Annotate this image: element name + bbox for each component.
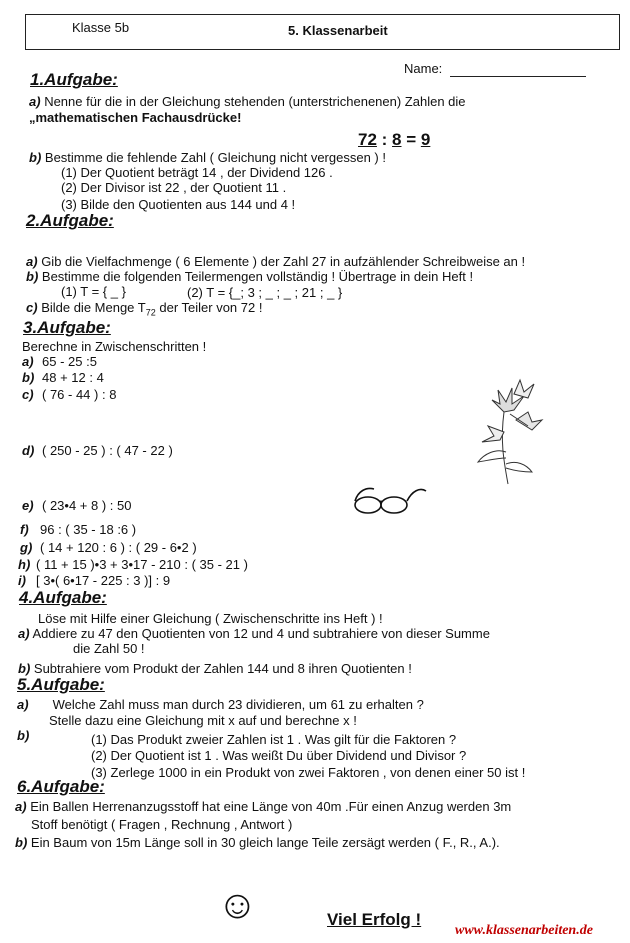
task3-item (18, 557, 248, 572)
eq-quotient: 9 (420, 130, 431, 149)
task1-b (29, 150, 386, 165)
task3-item (18, 573, 170, 588)
task2-a (26, 254, 525, 269)
item-label: a) (17, 697, 29, 712)
item-label: a) (29, 94, 41, 109)
class-label: Klasse 5b (72, 20, 130, 35)
glasses-illustration (350, 483, 430, 517)
task1-heading: 1.Aufgabe: (30, 70, 118, 89)
watermark-link[interactable]: www.klassenarbeiten.de (455, 923, 593, 938)
task2-b2: (2) T = {_; 3 ; _ ; _ ; 21 ; _ } (187, 285, 343, 300)
item-label: h) (18, 557, 31, 572)
page-title: 5. Klassenarbeit (288, 23, 388, 38)
task4-b (18, 661, 412, 676)
item-text: ( 11 + 15 )•3 + 3•17 - 210 : ( 35 - 21 ) (36, 557, 248, 572)
task6-b (15, 835, 500, 850)
task5-b3: (3) Zerlege 1000 in ein Produkt von zwei Faktoren , von denen einer 50 ist ! (91, 765, 526, 780)
item-text: Bilde die Menge T (41, 300, 146, 315)
item-label: a) (15, 799, 27, 814)
item-label: a) (18, 626, 30, 641)
eq-op: = (401, 130, 421, 149)
task4-heading: 4.Aufgabe: (19, 588, 107, 607)
item-text: Subtrahiere vom Produkt der Zahlen 144 und 8 ihren Quotienten ! (33, 661, 412, 676)
item-label: g) (20, 540, 33, 555)
task3-item (22, 498, 131, 513)
task3-item (20, 522, 136, 537)
task5-b2: (2) Der Quotient ist 1 . Was weißt Du über Dividend und Divisor ? (91, 748, 467, 763)
item-label: c) (22, 387, 34, 402)
item-text: der Teiler von 72 ! (155, 300, 263, 315)
task3-item (22, 443, 173, 458)
item-text: Bestimme die fehlende Zahl ( Gleichung nicht vergessen ) ! (44, 150, 386, 165)
item-label: a) (26, 254, 38, 269)
task5-b-label: b) (17, 728, 30, 743)
subscript: 72 (145, 307, 156, 318)
item-text: ( 23•4 + 8 ) : 50 (42, 498, 132, 513)
task5-heading: 5.Aufgabe: (17, 675, 105, 694)
item-text: 48 + 12 : 4 (42, 370, 104, 385)
task1-b1: (1) Der Quotient beträgt 14 , der Dividend 126 . (61, 165, 333, 180)
smiley-icon: ☺ (217, 883, 258, 927)
item-text: [ 3•( 6•17 - 225 : 3 )] : 9 (36, 573, 171, 588)
item-text: 96 : ( 35 - 18 :6 ) (40, 522, 137, 537)
item-text: ( 76 - 44 ) : 8 (42, 387, 117, 402)
task2-b1: (1) T = { _ } (61, 284, 126, 299)
task1-b2: (2) Der Divisor ist 22 , der Quotient 11 . (61, 180, 287, 195)
task5-a (17, 697, 424, 712)
task5-a-cont: Stelle dazu eine Gleichung mit x auf und berechne x ! (49, 713, 357, 728)
task1-a-cont: „mathematischen Fachausdrücke! (29, 110, 242, 125)
task2-b (26, 269, 473, 284)
item-text: Bestimme die folgenden Teilermengen vollständig ! Übertrage in dein Heft ! (41, 269, 474, 284)
task4-a (18, 626, 490, 641)
item-label: b) (15, 835, 28, 850)
task4-intro: Löse mit Hilfe einer Gleichung ( Zwischenschritte ins Heft ) ! (38, 611, 383, 626)
item-label: a) (22, 354, 34, 369)
name-line (450, 76, 586, 77)
item-label: b) (26, 269, 39, 284)
eq-divisor: 8 (392, 130, 402, 149)
task1-a (29, 94, 466, 109)
task3-intro: Berechne in Zwischenschritten ! (22, 339, 207, 354)
name-label: Name: (404, 61, 443, 76)
item-text: Ein Baum von 15m Länge soll in 30 gleich lange Teile zersägt werden ( F., R., A.). (30, 835, 500, 850)
eq-op: : (376, 130, 393, 149)
task3-item (22, 354, 97, 369)
item-text: Nenne für die in der Gleichung stehenden (unterstrichenenen) Zahlen die (44, 94, 466, 109)
item-text: 65 - 25 :5 (42, 354, 97, 369)
task3-item (22, 370, 104, 385)
item-text: Gib die Vielfachmenge ( 6 Elemente ) der Zahl 27 in aufzählender Schreibweise an ! (41, 254, 526, 269)
item-label: b) (22, 370, 35, 385)
item-label: c) (26, 300, 38, 315)
item-label: b) (18, 661, 31, 676)
item-text: Welche Zahl muss man durch 23 dividieren, um 61 zu erhalten ? (52, 697, 424, 712)
item-label: b) (29, 150, 42, 165)
item-text: Ein Ballen Herrenanzugsstoff hat eine Länge von 40m .Für einen Anzug werden 3m (30, 799, 512, 814)
flower-illustration (470, 372, 545, 487)
task6-heading: 6.Aufgabe: (17, 777, 105, 796)
eq-dividend: 72 (358, 130, 377, 149)
item-label: d) (22, 443, 35, 458)
task6-a (15, 799, 511, 814)
item-label: e) (22, 498, 34, 513)
task3-heading: 3.Aufgabe: (23, 318, 111, 337)
task2-c (26, 300, 262, 318)
task5-b1: (1) Das Produkt zweier Zahlen ist 1 . Was gilt für die Faktoren ? (91, 732, 457, 747)
equation (358, 130, 430, 150)
task4-a-cont: die Zahl 50 ! (73, 641, 145, 656)
task3-item (22, 387, 116, 402)
task1-b3: (3) Bilde den Quotienten aus 144 und 4 ! (61, 197, 296, 212)
task6-a-cont: Stoff benötigt ( Fragen , Rechnung , Antwort ) (31, 817, 293, 832)
item-text: Addiere zu 47 den Quotienten von 12 und 4 und subtrahiere von dieser Summe (32, 626, 490, 641)
task3-item (20, 540, 197, 555)
task2-heading: 2.Aufgabe: (26, 211, 114, 230)
good-luck-text: Viel Erfolg ! (327, 910, 422, 929)
item-text: ( 250 - 25 ) : ( 47 - 22 ) (42, 443, 173, 458)
item-text: ( 14 + 120 : 6 ) : ( 29 - 6•2 ) (40, 540, 197, 555)
item-label: f) (20, 522, 29, 537)
item-label: i) (18, 573, 26, 588)
